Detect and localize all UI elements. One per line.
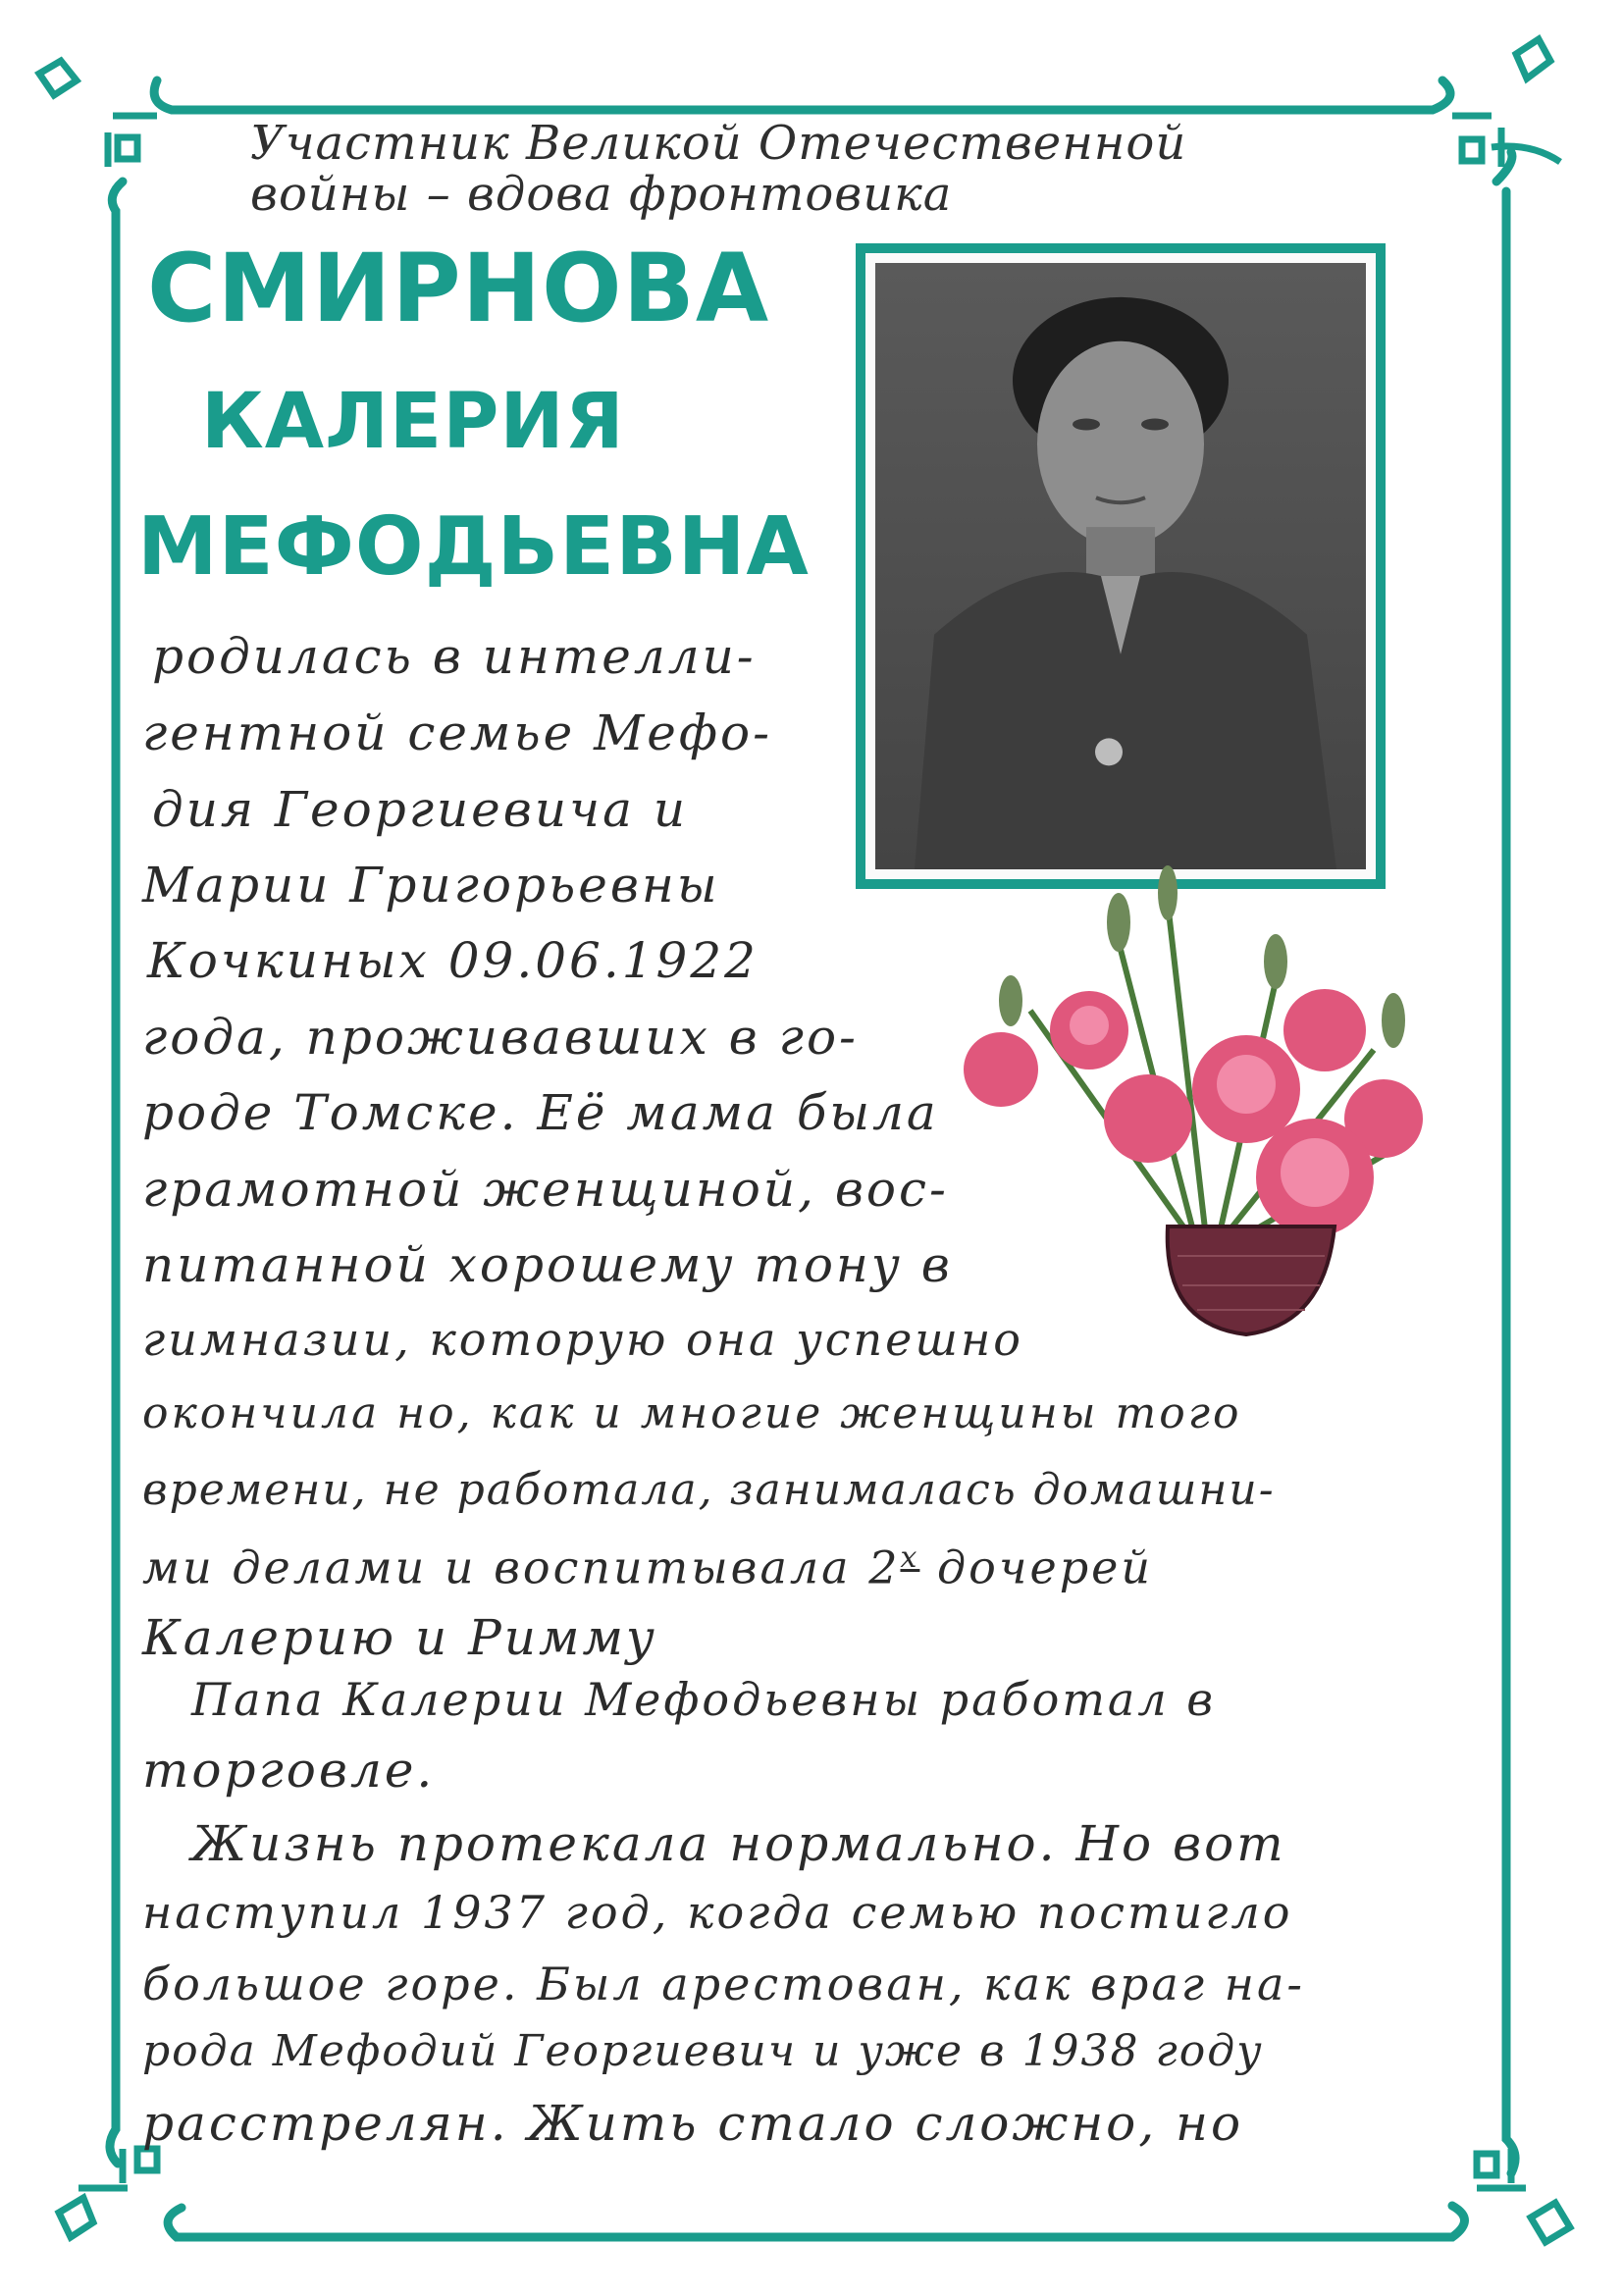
body-line-13-text: ми делами и воспитывала 2 — [142, 1540, 901, 1594]
header-title-line2: войны – вдова фронтовика — [250, 167, 953, 222]
body-line-4: Марии Григорьевны — [142, 857, 720, 913]
body-line-9: питанной хорошему тону в — [142, 1236, 953, 1293]
body-line-21: расстрелян. Жить стало сложно, но — [142, 2095, 1244, 2152]
body-line-5: Кочкиных 09.06.1922 — [147, 932, 759, 989]
body-line-12: времени, не работала, занималась домашни- — [142, 1465, 1276, 1515]
body-line-19: большое горе. Был арестован, как враг на- — [142, 1957, 1305, 2010]
body-line-16: торговле. — [142, 1742, 436, 1799]
portrait-photo — [875, 263, 1366, 869]
header-title-line1: Участник Великой Отечественной — [250, 116, 1187, 171]
photo-frame — [856, 243, 1386, 889]
superscript: х — [900, 1540, 920, 1575]
body-line-11: окончила но, как и многие женщины того — [142, 1388, 1242, 1438]
first-name: КАЛЕРИЯ — [201, 378, 625, 466]
carnation-basket-illustration — [922, 863, 1472, 1354]
body-line-14: Калерию и Римму — [142, 1609, 657, 1666]
body-line-10: гимназии, которую она успешно — [142, 1313, 1023, 1366]
body-line-1: родилась в интелли- — [152, 628, 757, 685]
body-line-3: дия Георгиевича и — [152, 781, 689, 838]
body-line-18: наступил 1937 год, когда семью постигло — [142, 1886, 1293, 1939]
body-line-20: рода Мефодий Георгиевич и уже в 1938 году — [142, 2026, 1264, 2076]
body-line-2: гентной семье Мефо- — [142, 704, 773, 761]
body-line-17: Жизнь протекала нормально. Но вот — [191, 1815, 1286, 1872]
patronymic: МЕФОДЬЕВНА — [137, 500, 810, 594]
surname: СМИРНОВА — [147, 234, 770, 343]
body-line-6: года, проживавших в го- — [142, 1009, 859, 1066]
body-line-13 — [142, 1540, 1153, 1593]
body-line-13-tail: дочерей — [937, 1540, 1154, 1594]
body-line-8: грамотной женщиной, вос- — [142, 1161, 949, 1218]
body-line-7: роде Томске. Её мама была — [142, 1084, 939, 1141]
body-line-15: Папа Калерии Мефодьевны работал в — [191, 1673, 1217, 1726]
